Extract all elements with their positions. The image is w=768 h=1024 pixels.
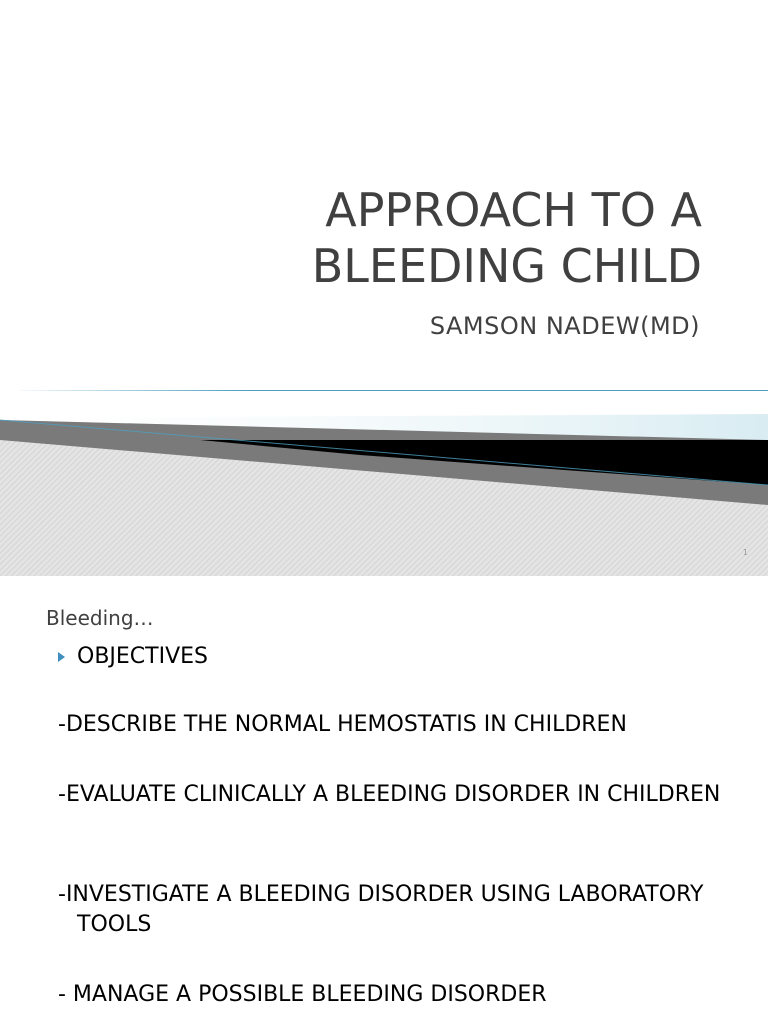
objective-item: -EVALUATE CLINICALLY A BLEEDING DISORDER IN CHILDREN <box>58 782 721 807</box>
slide-number: 1 <box>742 548 748 557</box>
section-heading: Bleeding… <box>46 606 154 630</box>
triangle-bullet-icon <box>58 652 65 662</box>
title-line-2: BLEEDING CHILD <box>311 239 702 293</box>
bullet-text: OBJECTIVES <box>77 644 209 669</box>
accent-rule <box>20 390 768 391</box>
slide-subtitle: SAMSON NADEW(MD) <box>429 312 700 340</box>
objective-item: -DESCRIBE THE NORMAL HEMOSTATIS IN CHILDREN <box>58 712 627 737</box>
title-line-1: APPROACH TO A <box>325 183 702 237</box>
decorative-band <box>0 400 768 576</box>
slide-title <box>312 182 702 294</box>
objectives-bullet <box>58 644 208 669</box>
objectives-slide <box>0 576 768 1024</box>
objective-item: -INVESTIGATE A BLEEDING DISORDER USING LABORATORY TOOLS <box>58 882 704 937</box>
objective-item: - MANAGE A POSSIBLE BLEEDING DISORDER <box>58 982 547 1007</box>
